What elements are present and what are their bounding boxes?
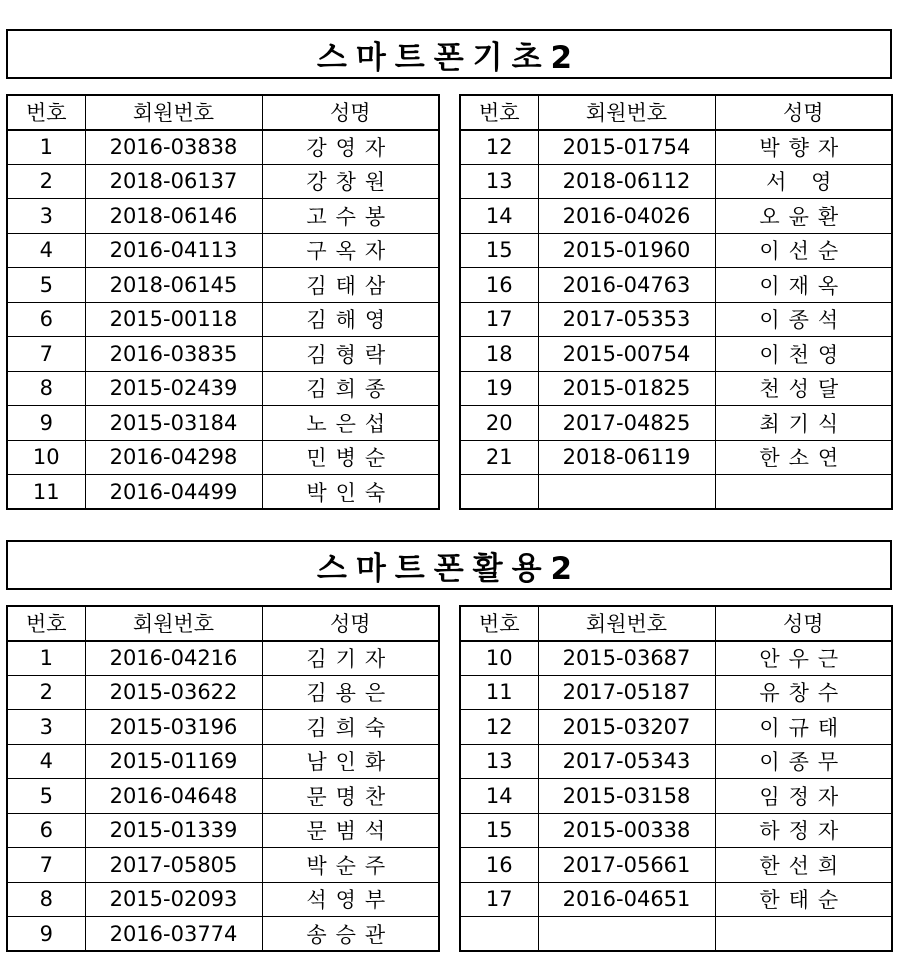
section-title-usage: 스마트폰활용2 xyxy=(6,540,892,590)
cell-name: 이규태 xyxy=(715,710,892,745)
table-row xyxy=(460,268,892,303)
table-row xyxy=(7,882,439,917)
cell-number: 6 xyxy=(7,302,85,337)
cell-number: 9 xyxy=(7,917,85,952)
header-name: 성명 xyxy=(262,95,439,130)
cell-name: 천성달 xyxy=(715,371,892,406)
cell-number: 5 xyxy=(7,779,85,814)
cell-name: 박향자 xyxy=(715,130,892,165)
table-row xyxy=(7,779,439,814)
table-row xyxy=(460,337,892,372)
table-row xyxy=(460,917,892,952)
table-row xyxy=(7,233,439,268)
table-header-row xyxy=(7,606,439,641)
cell-name: 구옥자 xyxy=(262,233,439,268)
cell-number: 19 xyxy=(460,371,538,406)
cell-number xyxy=(460,917,538,952)
cell-member-id: 2018-06145 xyxy=(85,268,262,303)
cell-name: 이천영 xyxy=(715,337,892,372)
cell-name: 김태삼 xyxy=(262,268,439,303)
cell-name: 최기식 xyxy=(715,406,892,441)
cell-name: 김해영 xyxy=(262,302,439,337)
table-row xyxy=(460,302,892,337)
cell-number: 2 xyxy=(7,675,85,710)
cell-member-id: 2017-04825 xyxy=(538,406,715,441)
table-row xyxy=(460,440,892,475)
cell-member-id: 2015-03184 xyxy=(85,406,262,441)
cell-name: 박순주 xyxy=(262,848,439,883)
cell-member-id: 2015-02093 xyxy=(85,882,262,917)
cell-name: 김형락 xyxy=(262,337,439,372)
cell-member-id: 2015-00118 xyxy=(85,302,262,337)
header-member-id: 회원번호 xyxy=(85,95,262,130)
cell-name: 문범석 xyxy=(262,813,439,848)
cell-member-id: 2016-04499 xyxy=(85,475,262,510)
header-name: 성명 xyxy=(715,95,892,130)
cell-name: 한소연 xyxy=(715,440,892,475)
cell-number: 3 xyxy=(7,710,85,745)
table-row xyxy=(460,233,892,268)
cell-name: 석영부 xyxy=(262,882,439,917)
table-row xyxy=(7,268,439,303)
cell-name: 민병순 xyxy=(262,440,439,475)
table-row xyxy=(7,440,439,475)
cell-member-id: 2018-06137 xyxy=(85,164,262,199)
cell-member-id: 2015-01169 xyxy=(85,744,262,779)
cell-number: 13 xyxy=(460,164,538,199)
table-row xyxy=(7,199,439,234)
cell-name: 오윤환 xyxy=(715,199,892,234)
cell-number: 17 xyxy=(460,882,538,917)
header-number: 번호 xyxy=(460,95,538,130)
cell-number: 11 xyxy=(460,675,538,710)
cell-name: 노은섭 xyxy=(262,406,439,441)
table-row xyxy=(7,164,439,199)
table-header-row xyxy=(460,606,892,641)
cell-member-id: 2016-03774 xyxy=(85,917,262,952)
cell-member-id: 2016-04026 xyxy=(538,199,715,234)
cell-number: 5 xyxy=(7,268,85,303)
cell-number: 17 xyxy=(460,302,538,337)
table-row xyxy=(7,475,439,510)
cell-member-id: 2015-00338 xyxy=(538,813,715,848)
table-row xyxy=(460,710,892,745)
cell-member-id: 2016-04216 xyxy=(85,641,262,676)
table-row xyxy=(7,744,439,779)
section-title-basics: 스마트폰기초2 xyxy=(6,29,892,79)
roster-table-basics-left xyxy=(6,94,440,510)
cell-member-id: 2017-05343 xyxy=(538,744,715,779)
table-row xyxy=(460,199,892,234)
table-row xyxy=(460,744,892,779)
cell-member-id: 2015-03158 xyxy=(538,779,715,814)
cell-name: 김희종 xyxy=(262,371,439,406)
header-member-id: 회원번호 xyxy=(85,606,262,641)
cell-member-id: 2016-03838 xyxy=(85,130,262,165)
table-row xyxy=(460,848,892,883)
cell-number: 1 xyxy=(7,641,85,676)
cell-member-id: 2016-04113 xyxy=(85,233,262,268)
table-row xyxy=(7,302,439,337)
cell-member-id: 2015-01960 xyxy=(538,233,715,268)
cell-member-id: 2016-03835 xyxy=(85,337,262,372)
table-row xyxy=(460,371,892,406)
table-row xyxy=(7,130,439,165)
cell-name xyxy=(715,475,892,510)
cell-member-id: 2015-02439 xyxy=(85,371,262,406)
cell-member-id: 2016-04648 xyxy=(85,779,262,814)
cell-member-id: 2017-05187 xyxy=(538,675,715,710)
header-member-id: 회원번호 xyxy=(538,95,715,130)
roster-table-usage-right xyxy=(459,605,893,952)
header-member-id: 회원번호 xyxy=(538,606,715,641)
cell-number: 3 xyxy=(7,199,85,234)
cell-name: 이선순 xyxy=(715,233,892,268)
table-row xyxy=(460,475,892,510)
table-row xyxy=(7,371,439,406)
cell-number: 16 xyxy=(460,268,538,303)
cell-member-id: 2018-06112 xyxy=(538,164,715,199)
cell-number: 6 xyxy=(7,813,85,848)
header-number: 번호 xyxy=(7,606,85,641)
cell-number: 12 xyxy=(460,130,538,165)
cell-number: 1 xyxy=(7,130,85,165)
cell-member-id: 2016-04651 xyxy=(538,882,715,917)
header-number: 번호 xyxy=(7,95,85,130)
cell-member-id: 2015-01825 xyxy=(538,371,715,406)
cell-number: 20 xyxy=(460,406,538,441)
header-number: 번호 xyxy=(460,606,538,641)
cell-member-id: 2018-06119 xyxy=(538,440,715,475)
cell-number: 8 xyxy=(7,882,85,917)
table-row xyxy=(460,779,892,814)
cell-number: 10 xyxy=(460,641,538,676)
table-header-row xyxy=(460,95,892,130)
cell-member-id: 2015-01754 xyxy=(538,130,715,165)
cell-member-id: 2017-05805 xyxy=(85,848,262,883)
cell-name: 강영자 xyxy=(262,130,439,165)
table-row xyxy=(460,130,892,165)
cell-number: 9 xyxy=(7,406,85,441)
cell-number: 14 xyxy=(460,199,538,234)
cell-name: 안우근 xyxy=(715,641,892,676)
cell-number: 11 xyxy=(7,475,85,510)
cell-number: 4 xyxy=(7,744,85,779)
cell-name: 이재옥 xyxy=(715,268,892,303)
cell-name: 한선희 xyxy=(715,848,892,883)
cell-name: 고수봉 xyxy=(262,199,439,234)
cell-name: 박인숙 xyxy=(262,475,439,510)
cell-number: 4 xyxy=(7,233,85,268)
cell-member-id: 2015-00754 xyxy=(538,337,715,372)
cell-name: 이종석 xyxy=(715,302,892,337)
cell-name: 송승관 xyxy=(262,917,439,952)
cell-number: 2 xyxy=(7,164,85,199)
table-row xyxy=(460,406,892,441)
cell-member-id: 2018-06146 xyxy=(85,199,262,234)
table-row xyxy=(460,813,892,848)
cell-number: 15 xyxy=(460,233,538,268)
table-row xyxy=(7,848,439,883)
cell-name: 유창수 xyxy=(715,675,892,710)
cell-number: 8 xyxy=(7,371,85,406)
cell-name: 강창원 xyxy=(262,164,439,199)
cell-name: 남인화 xyxy=(262,744,439,779)
table-row xyxy=(460,641,892,676)
cell-number: 16 xyxy=(460,848,538,883)
table-header-row xyxy=(7,95,439,130)
cell-member-id: 2015-03207 xyxy=(538,710,715,745)
table-row xyxy=(7,641,439,676)
table-row xyxy=(460,675,892,710)
cell-number: 21 xyxy=(460,440,538,475)
table-row xyxy=(7,406,439,441)
cell-name: 이종무 xyxy=(715,744,892,779)
cell-name: 한태순 xyxy=(715,882,892,917)
cell-name: 임정자 xyxy=(715,779,892,814)
cell-number: 7 xyxy=(7,337,85,372)
cell-member-id xyxy=(538,475,715,510)
cell-name: 서 영 xyxy=(715,164,892,199)
header-name: 성명 xyxy=(715,606,892,641)
table-row xyxy=(7,675,439,710)
cell-name: 김용은 xyxy=(262,675,439,710)
cell-name: 김희숙 xyxy=(262,710,439,745)
cell-member-id: 2016-04298 xyxy=(85,440,262,475)
cell-number: 10 xyxy=(7,440,85,475)
table-row xyxy=(7,917,439,952)
cell-name: 김기자 xyxy=(262,641,439,676)
cell-number: 13 xyxy=(460,744,538,779)
table-row xyxy=(7,710,439,745)
cell-number: 18 xyxy=(460,337,538,372)
table-row xyxy=(7,337,439,372)
table-row xyxy=(460,882,892,917)
table-row xyxy=(460,164,892,199)
cell-member-id: 2015-03687 xyxy=(538,641,715,676)
cell-member-id: 2015-03622 xyxy=(85,675,262,710)
cell-member-id: 2017-05661 xyxy=(538,848,715,883)
cell-member-id xyxy=(538,917,715,952)
cell-number: 14 xyxy=(460,779,538,814)
roster-table-usage-left xyxy=(6,605,440,952)
header-name: 성명 xyxy=(262,606,439,641)
cell-member-id: 2017-05353 xyxy=(538,302,715,337)
cell-number: 15 xyxy=(460,813,538,848)
cell-member-id: 2015-03196 xyxy=(85,710,262,745)
cell-member-id: 2015-01339 xyxy=(85,813,262,848)
cell-number: 7 xyxy=(7,848,85,883)
cell-member-id: 2016-04763 xyxy=(538,268,715,303)
cell-number: 12 xyxy=(460,710,538,745)
roster-table-basics-right xyxy=(459,94,893,510)
cell-name: 문명찬 xyxy=(262,779,439,814)
cell-number xyxy=(460,475,538,510)
table-row xyxy=(7,813,439,848)
cell-name: 하정자 xyxy=(715,813,892,848)
cell-name xyxy=(715,917,892,952)
